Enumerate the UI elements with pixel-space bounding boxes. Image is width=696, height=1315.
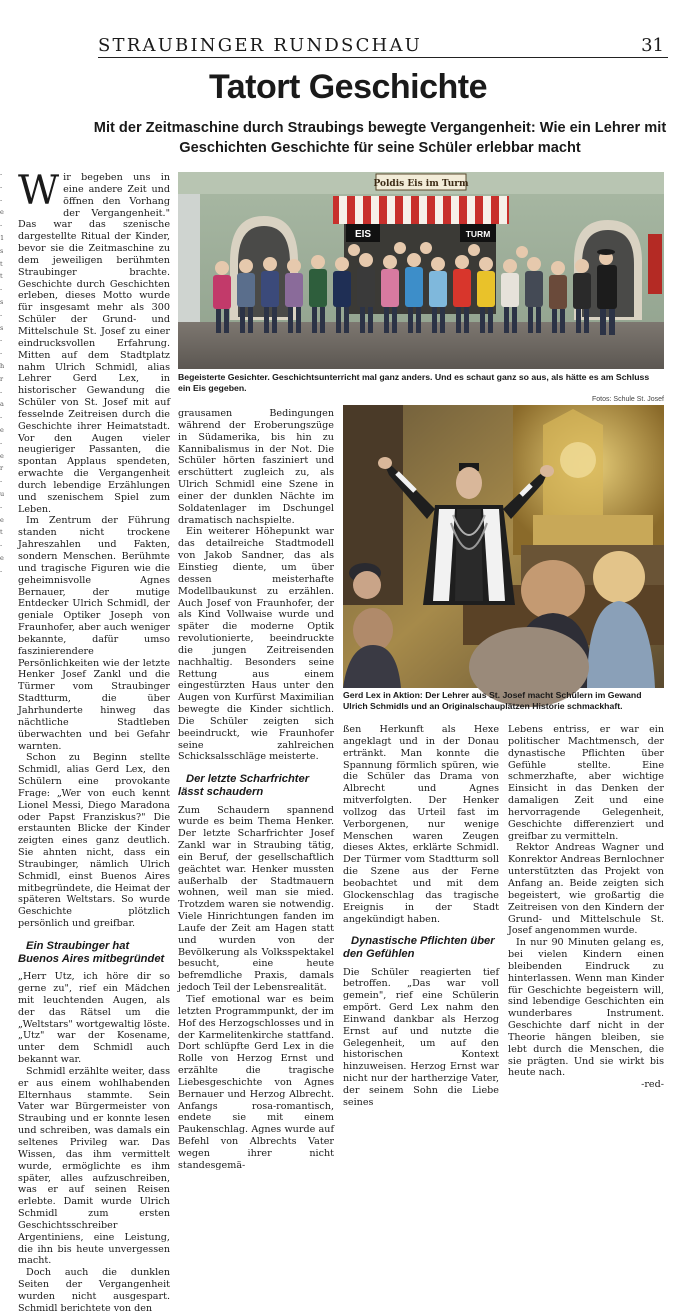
- edge-fragment: -: [0, 349, 3, 358]
- edge-fragment: -: [0, 387, 3, 396]
- photo-teacher-illustration: [343, 405, 664, 688]
- edge-fragment: r: [0, 374, 4, 383]
- edge-fragment: 1: [0, 233, 5, 242]
- edge-fragment: s: [0, 323, 4, 332]
- article-paragraph: Wir begeben uns in eine andere Zeit und öffnen den Vorhang der Vergangenheit." Das war das szenische dargestellte Ritual der Kinder, bevor sie die Zeitmaschine zu dem jeweiligen berühmten Straubinger brachte. Geschichte durch Geschichten erleben, dieses Motto wurde für insgesamt mehr als 300 Schüler der Grund- und Mittelschule St. Josef zu einer eindrucksvollen Erfahrung. Mitten auf dem Stadtplatz nahm Ulrich Schmidl, alias Lehrer Gerd Lex, in historischer Gewandung die Schüler von St. Josef mit auf fesselnde Zeitreisen durch die Geschichte ihrer Heimatstadt. Vor den Augen vieler neugieriger Passanten, die spontan Applaus spendeten, erwachte die Vergangenheit durch lebendige Erzählungen und szenischem Spiel zum Leben.: [18, 168, 170, 515]
- edge-fragment: a: [0, 400, 4, 409]
- edge-fragment: s: [0, 246, 4, 255]
- article-paragraph: Im Zentrum der Führung standen nicht trockene Jahreszahlen und Fakten, sondern Menschen. Berühmte und tragische Figuren wie die geheimnisvolle Agnes Bernauer, der mutige Entdecker Ulrich Schmidl, der geniale Optiker Joseph von Fraunhofer, aber auch weniger bekannte, dafür umso faszinierendere Persönlichkeiten wie der letzte Henker Josef Zankl und die Türmer vom Straubinger Stadtturm, die über Jahrhunderte hinweg das nächtliche Stadtleben überwachten und bei Gefahr warnten.: [18, 515, 170, 752]
- edge-fragment: t: [0, 259, 3, 268]
- page-number: 31: [641, 35, 664, 56]
- edge-fragment: u: [0, 489, 5, 498]
- edge-fragment: e: [0, 553, 4, 562]
- photo-teacher-in-costume: [343, 405, 664, 688]
- adjacent-page-edge: [0, 168, 10, 588]
- drop-cap: W: [18, 168, 60, 214]
- article-paragraph: Tief emotional war es beim letzten Programmpunkt, der im Hof des Herzogschlosses und in der Karmelitenkirche stattfand. Dort schlüpfte Gerd Lex in die Rolle von Herzog Ernst und erzählte die tragische Liebesgeschichte von Agnes Bernauer und Herzog Albrecht. Anfangs rosa-romantisch, endete sie mit einem Paukenschlag. Agnes wurde auf Befehl von Albrechts Vater wegen ihrer nicht standesgemä-: [178, 994, 334, 1171]
- article-paragraph: Schon zu Beginn stellte Schmidl, alias Gerd Lex, den Schülern eine provokante Frage: „Wer von euch kennt Lionel Messi, Diego Maradona oder Papst Franziskus?" Die erstaunten Blicke der Kinder zeigten eines ganz deutlich. Sie ahnten nicht, dass ein Straubinger, nämlich Ulrich Schmidl, einst Buenos Aires mitbegründete, die Heimat der späteren Weltstars. So wurde Geschichte plötzlich persönlich und greifbar.: [18, 752, 170, 930]
- edge-fragment: h: [0, 361, 5, 370]
- edge-fragment: -: [0, 438, 3, 447]
- edge-fragment: -: [0, 195, 3, 204]
- edge-fragment: -: [0, 336, 3, 345]
- shop-sign-top: Poldis Eis im Turm: [373, 179, 469, 189]
- shop-sign-left: EIS: [354, 229, 372, 240]
- article-column-3: [343, 724, 499, 1108]
- photo1-caption: Begeisterte Gesichter. Geschichtsunterricht mal ganz anders. Und es schaut ganz so aus, als hätte es am Schluss ein Eis gegeben.: [178, 372, 650, 393]
- masthead: [98, 34, 668, 58]
- author-signature: -red-: [641, 1079, 664, 1091]
- shop-sign-right: TURM: [465, 229, 491, 239]
- article-paragraph: Doch auch die dunklen Seiten der Vergangenheit wurden nicht ausgespart. Schmidl berichtete von den: [18, 1267, 170, 1314]
- edge-fragment: -: [0, 502, 3, 511]
- edge-fragment: e: [0, 208, 4, 217]
- edge-fragment: r: [0, 464, 4, 473]
- article-paragraph: Rektor Andreas Wagner und Konrektor Andreas Bernlochner unterstützten das Projekt von Anfang an. Beide zeigten sich begeistert, wie großartig die Zeitreisen von den Kindern der Grund- und Mittelschule St. Josef angenommen wurde.: [508, 842, 664, 937]
- photo2-caption: Gerd Lex in Aktion: Der Lehrer aus St. Josef macht Schülern im Gewand Ulrich Schmidls und an Originalschauplätzen Historie schmackhaft.: [343, 690, 642, 711]
- edge-fragment: e: [0, 451, 4, 460]
- photo-credit: Fotos: Schule St. Josef: [592, 396, 664, 403]
- article-paragraph: „Herr Utz, ich höre dir so gerne zu", rief ein Mädchen mit leuchtenden Augen, als der das Rätsel um die „Weltstars" wortgewaltig löste. „Utz" war der Kosename, unter dem Schmidl auch bekannt war.: [18, 971, 170, 1066]
- article-paragraph: In nur 90 Minuten gelang es, bei vielen Kindern einen bleibenden Eindruck zu hinterlassen. Wenn man Kinder für Geschichte begeistern will, sind lebendige Geschichten ein wunderbares Instrument. Geschichte darf nicht in der Theorie hängen bleiben, sie lebt durch die Menschen, die sie prägten. Und sie wirkt bis heute nach.: [508, 937, 664, 1079]
- edge-fragment: -: [0, 310, 3, 319]
- edge-fragment: -: [0, 541, 3, 550]
- edge-fragment: e: [0, 515, 4, 524]
- edge-fragment: t: [0, 528, 3, 537]
- subheading: Der letzte Scharfrichter lässt schaudern: [178, 773, 310, 798]
- edge-fragment: t: [0, 272, 3, 281]
- paper-name: STRAUBINGER RUNDSCHAU: [98, 35, 423, 56]
- article-paragraph: ßen Herkunft als Hexe angeklagt und in der Donau ertränkt. Man konnte die Spannung förmlich spüren, wie die Schüler das Drama von Albrecht und Agnes mitverfolgten. Der Henker vollzog das Urteil fast im Verborgenen, nur wenige Menschen waren Zeugen dieses Aktes, erklärte Schmidl. Der Türmer vom Stadtturm soll die Szene aus der Ferne beobachtet und mit dem Glockenschlag das tragische Ereignis in der Stadt angekündigt haben.: [343, 724, 499, 925]
- article-column-1: [18, 168, 170, 1314]
- subhead: Mit der Zeitmaschine durch Straubings bewegte Vergangenheit: Wie ein Lehrer mit Geschichten Geschichte für seine Schüler erlebbar macht: [93, 120, 667, 156]
- edge-fragment: -: [0, 566, 3, 575]
- article-paragraph: Lebens entriss, er war ein politischer Machtmensch, der dynastische Pflichten über Gefühle stellte. Eine schmerzhafte, aber wichtige Einsicht in das Denken der damaligen Zeit und eine hervorragende Gelegenheit, Geschichte differenziert und greifbar zu vermitteln.: [508, 724, 664, 842]
- article-paragraph: grausamen Bedingungen während der Eroberungszüge in Südamerika, bis hin zu Kannibalismus in der Not. Die Schüler hörten fasziniert und erschüttert zugleich zu, als Ulrich Schmidl eine Szene in einer der dunklen Nächte im Soldatenlager im Dschungel dramatisch nachspielte.: [178, 408, 334, 526]
- edge-fragment: -: [0, 182, 3, 191]
- article-column-2: [178, 408, 334, 1171]
- headline: Tatort Geschichte: [208, 68, 488, 106]
- edge-fragment: e: [0, 425, 4, 434]
- edge-fragment: -: [0, 285, 3, 294]
- article-paragraph: Ein weiterer Höhepunkt war das detailreiche Stadtmodell von Jakob Sandner, das als Einstieg diente, um über dessen meisterhafte Modellbaukunst zu erzählen. Auch Josef von Fraunhofer, der als Kind Vollwaise wurde und später die moderne Optik revolutionierte, beeindruckte die jungen Zeitreisenden nachhaltig. Besonders seine Rettung aus einem eingestürzten Haus unter den Augen von Kurfürst Maximilian bewegte die Kinder sichtlich. Die Schüler zeigten sich beeindruckt, wie Fraunhofer seine zahlreichen Schicksalsschläge meisterte.: [178, 526, 334, 763]
- photo-group-ice-cream-shop: [178, 172, 664, 369]
- subheading: Ein Straubinger hat Buenos Aires mitbegründet: [18, 940, 165, 965]
- edge-fragment: s: [0, 297, 4, 306]
- article-column-4: [508, 724, 664, 1091]
- article-paragraph: Die Schüler reagierten tief betroffen. „Das war voll gemein", rief eine Schülerin empört. Gerd Lex nahm den Einwand dankbar als Herzog Ernst auf und nutzte die Gelegenheit, um auf den historischen Kontext hinzuweisen. Herzog Ernst war nicht nur der hartherzige Vater, der seinem Sohn die Liebe seines: [343, 966, 499, 1108]
- edge-fragment: -: [0, 221, 3, 230]
- edge-fragment: -: [0, 170, 3, 178]
- article-paragraph: Schmidl erzählte weiter, dass er aus einem wohlhabenden Elternhaus stammte. Sein Vater war Bürgermeister von Straubing und er konnte lesen und schreiben, was damals ein seltenes Privileg war. Das Wissen, das ihm vermittelt wurde, ermöglichte es ihm später, alles aufzuschreiben, was er auf seinen Reisen erlebte. Damit wurde Ulrich Schmidl zum ersten Geschichtsschreiber Argentiniens, eine Leistung, die ihn bis heute unvergessen macht.: [18, 1065, 170, 1267]
- photo-group-illustration: [178, 172, 664, 369]
- edge-fragment: -: [0, 477, 3, 486]
- edge-fragment: -: [0, 413, 3, 422]
- article-paragraph: Zum Schaudern spannend wurde es beim Thema Henker. Der letzte Scharfrichter Josef Zankl war in Straubing tätig, ein Beruf, der gesellschaftlich geächtet war. Henker mussten außerhalb der Stadtmauern wohnen, weil man sie mied. Trotzdem waren sie notwendig. Viele Hinrichtungen fanden im Laufe der Zeit am Hagen statt und wurden von der Bevölkerung als Volksspektakel besucht, eine heute befremdliche Praxis, damals jedoch Teil der Lebensrealität.: [178, 804, 334, 994]
- subheading: Dynastische Pflichten über den Gefühlen: [343, 935, 495, 960]
